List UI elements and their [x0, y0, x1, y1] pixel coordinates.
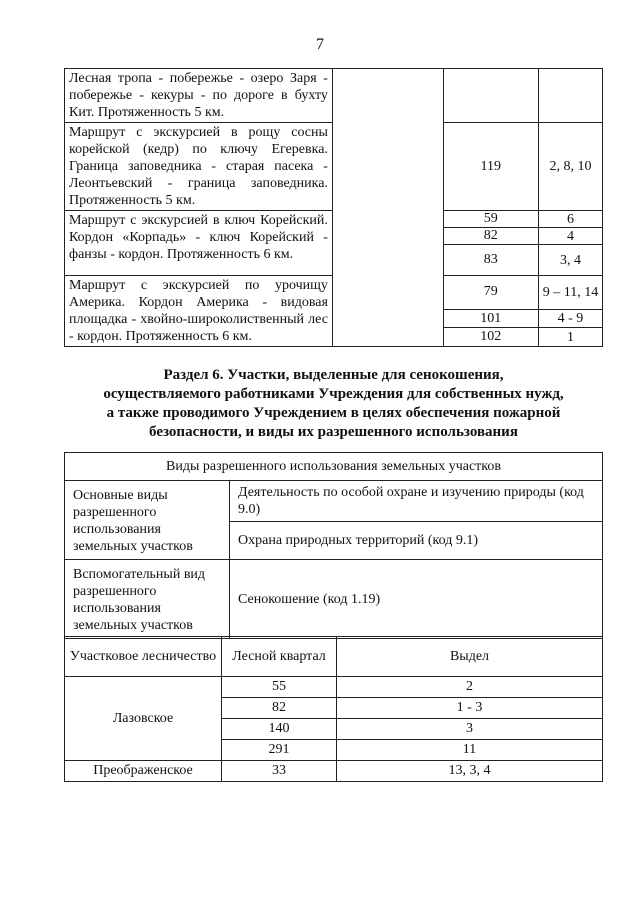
- quarter-cell: 55: [222, 677, 337, 698]
- table-row: [65, 677, 603, 698]
- main-use-label: Основные виды разрешенного использования земельных участков: [65, 481, 230, 560]
- section-title: [64, 366, 603, 442]
- plots-cell: 9 – 11, 14: [538, 276, 602, 310]
- plots-cell: [538, 69, 602, 123]
- aux-use-label: Вспомогательный вид разрешенного использования земельных участков: [65, 560, 230, 639]
- table-row: [65, 69, 603, 123]
- section-title-line: Раздел 6. Участки, выделенные для сенокошения,: [163, 367, 504, 383]
- quarter-cell: 102: [443, 328, 538, 347]
- route-description: Маршрут с экскурсией в ключ Корейский. Кордон «Корпадь» - ключ Корейский - фанзы - кордон. Протяженность 6 км.: [65, 211, 333, 276]
- quarter-cell: 33: [222, 761, 337, 782]
- land-use-table: [64, 452, 603, 639]
- plots-cell: 2: [337, 677, 603, 698]
- route-description: Маршрут с экскурсией в рощу сосны корейской (кедр) по ключу Егеревка. Граница заповедника - старая пасека - Леонтьевский - граница заповедника. Протяженность 5 км.: [65, 123, 333, 211]
- table-row: [65, 761, 603, 782]
- plots-cell: 1: [538, 328, 602, 347]
- plots-cell: 2, 8, 10: [538, 123, 602, 211]
- quarter-cell: 59: [443, 211, 538, 228]
- plots-cell: 13, 3, 4: [337, 761, 603, 782]
- column-header: Выдел: [337, 637, 603, 677]
- empty-column: [332, 69, 443, 347]
- quarter-cell: 83: [443, 245, 538, 276]
- plots-cell: 3, 4: [538, 245, 602, 276]
- forestry-cell: Лазовское: [65, 677, 222, 761]
- plots-cell: 11: [337, 740, 603, 761]
- table-row: [65, 560, 603, 639]
- quarter-cell: 79: [443, 276, 538, 310]
- page-number: 7: [316, 36, 324, 53]
- plots-cell: 6: [538, 211, 602, 228]
- forestry-cell: Преображенское: [65, 761, 222, 782]
- column-header: Лесной квартал: [222, 637, 337, 677]
- quarter-cell: 101: [443, 309, 538, 328]
- main-use-value: Охрана природных территорий (код 9.1): [230, 521, 603, 559]
- quarter-cell: 82: [222, 698, 337, 719]
- quarter-cell: 140: [222, 719, 337, 740]
- plots-cell: 1 - 3: [337, 698, 603, 719]
- section-title-line: безопасности, и виды их разрешенного использования: [149, 424, 518, 440]
- quarter-cell: 119: [443, 123, 538, 211]
- route-description: Маршрут с экскурсией по урочищу Америка. Кордон Америка - видовая площадка - хвойно-широколиственный лес - кордон. Протяженность 6 км.: [65, 276, 333, 347]
- table-row: [65, 453, 603, 481]
- section-title-line: осуществляемого работниками Учреждения для собственных нужд,: [103, 386, 564, 402]
- aux-use-value: Сенокошение (код 1.19): [230, 560, 603, 639]
- plots-cell: 4 - 9: [538, 309, 602, 328]
- plots-cell: 3: [337, 719, 603, 740]
- section-title-line: а также проводимого Учреждением в целях обеспечения пожарной: [106, 405, 561, 421]
- plots-table: [64, 636, 603, 782]
- plots-cell: 4: [538, 228, 602, 245]
- column-header: Участковое лесничество: [65, 637, 222, 677]
- route-description: Лесная тропа - побережье - озеро Заря - побережье - кекуры - по дороге в бухту Кит. Протяженность 5 км.: [65, 69, 333, 123]
- table-header-row: [65, 637, 603, 677]
- route-table: [64, 68, 603, 347]
- quarter-cell: 291: [222, 740, 337, 761]
- table-header: Виды разрешенного использования земельных участков: [65, 453, 603, 481]
- quarter-cell: 82: [443, 228, 538, 245]
- quarter-cell: [443, 69, 538, 123]
- main-use-value: Деятельность по особой охране и изучению природы (код 9.0): [230, 481, 603, 522]
- table-row: [65, 481, 603, 522]
